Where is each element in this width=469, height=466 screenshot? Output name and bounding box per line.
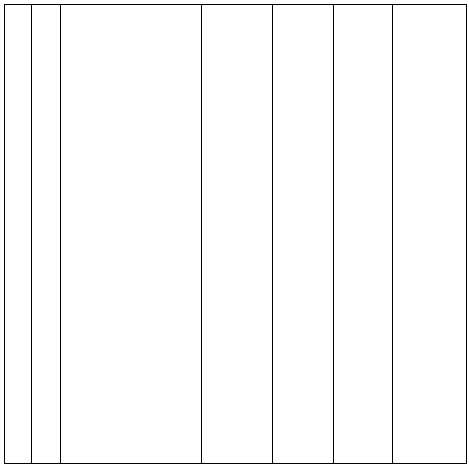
description-column — [61, 5, 202, 463]
lithology-column — [32, 5, 61, 463]
log-track-4 — [393, 5, 465, 463]
depth-axis — [5, 5, 32, 463]
log-track-3 — [334, 5, 393, 463]
log-track-2 — [273, 5, 334, 463]
well-log-panel — [4, 4, 467, 464]
log-track-1 — [202, 5, 273, 463]
